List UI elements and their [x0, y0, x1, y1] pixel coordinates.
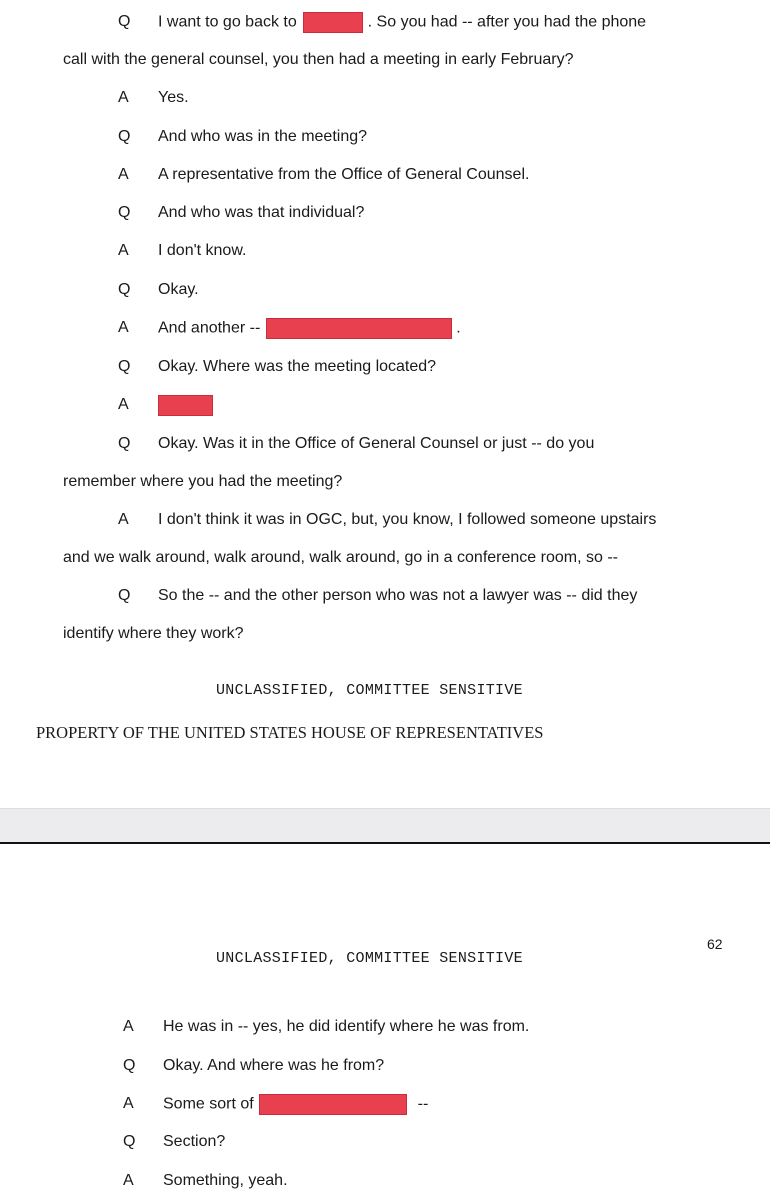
classification-footer: UNCLASSIFIED, COMMITTEE SENSITIVE	[216, 682, 523, 699]
transcript-line: Okay.	[158, 281, 199, 298]
line-text: .	[456, 319, 461, 337]
transcript-line: So the -- and the other person who was not a lawyer was -- did they	[158, 587, 638, 604]
speaker-label: A	[123, 1095, 134, 1112]
transcript-line: And who was in the meeting?	[158, 128, 368, 145]
speaker-label: Q	[118, 13, 131, 30]
line-text: And another --	[158, 319, 261, 337]
speaker-label: Q	[123, 1057, 136, 1074]
page-number: 62	[707, 936, 723, 952]
transcript-continuation: identify where they work?	[63, 625, 244, 642]
property-notice: PROPERTY OF THE UNITED STATES HOUSE OF REPRESENTATIVES	[36, 723, 544, 742]
speaker-label: Q	[118, 435, 131, 452]
transcript-line: I don't think it was in OGC, but, you know, I followed someone upstairs	[158, 511, 657, 528]
transcript-line: Okay. And where was he from?	[163, 1057, 385, 1074]
transcript-continuation: remember where you had the meeting?	[63, 473, 343, 490]
line-text: Some sort of	[163, 1095, 254, 1113]
transcript-line: I don't know.	[158, 242, 247, 259]
transcript-line: Okay. Where was the meeting located?	[158, 358, 437, 375]
line-text: I want to go back to	[158, 13, 297, 31]
transcript-line: A representative from the Office of General Counsel.	[158, 166, 530, 183]
line-text: --	[417, 1095, 429, 1113]
speaker-label: A	[118, 511, 129, 528]
redaction-block	[266, 318, 452, 339]
transcript-line	[158, 318, 461, 339]
speaker-label: A	[118, 319, 129, 336]
speaker-label: A	[118, 396, 129, 413]
speaker-label: A	[118, 89, 129, 106]
transcript-continuation: and we walk around, walk around, walk around, go in a conference room, so --	[63, 549, 618, 566]
redaction-block	[158, 395, 213, 416]
transcript-line	[163, 1094, 428, 1115]
transcript-line: Section?	[163, 1133, 226, 1150]
speaker-label: A	[123, 1172, 134, 1189]
speaker-label: Q	[118, 204, 131, 221]
speaker-label: A	[123, 1018, 134, 1035]
speaker-label: Q	[123, 1133, 136, 1150]
transcript-line	[158, 12, 646, 33]
transcript-page-62	[0, 844, 770, 1200]
transcript-line: Something, yeah.	[163, 1172, 288, 1189]
transcript-line: And who was that individual?	[158, 204, 365, 221]
transcript-line: He was in -- yes, he did identify where he was from.	[163, 1018, 530, 1035]
page-separator	[0, 808, 770, 842]
speaker-label: A	[118, 166, 129, 183]
speaker-label: A	[118, 242, 129, 259]
speaker-label: Q	[118, 128, 131, 145]
line-text: . So you had -- after you had the phone	[367, 13, 647, 31]
transcript-continuation: call with the general counsel, you then had a meeting in early February?	[63, 51, 574, 68]
speaker-label: Q	[118, 358, 131, 375]
transcript-line	[158, 395, 213, 416]
transcript-line: Yes.	[158, 89, 189, 106]
redaction-block	[303, 12, 363, 33]
transcript-line: Okay. Was it in the Office of General Counsel or just -- do you	[158, 435, 595, 452]
speaker-label: Q	[118, 587, 131, 604]
classification-header: UNCLASSIFIED, COMMITTEE SENSITIVE	[216, 950, 523, 967]
redaction-block	[259, 1094, 407, 1115]
speaker-label: Q	[118, 281, 131, 298]
